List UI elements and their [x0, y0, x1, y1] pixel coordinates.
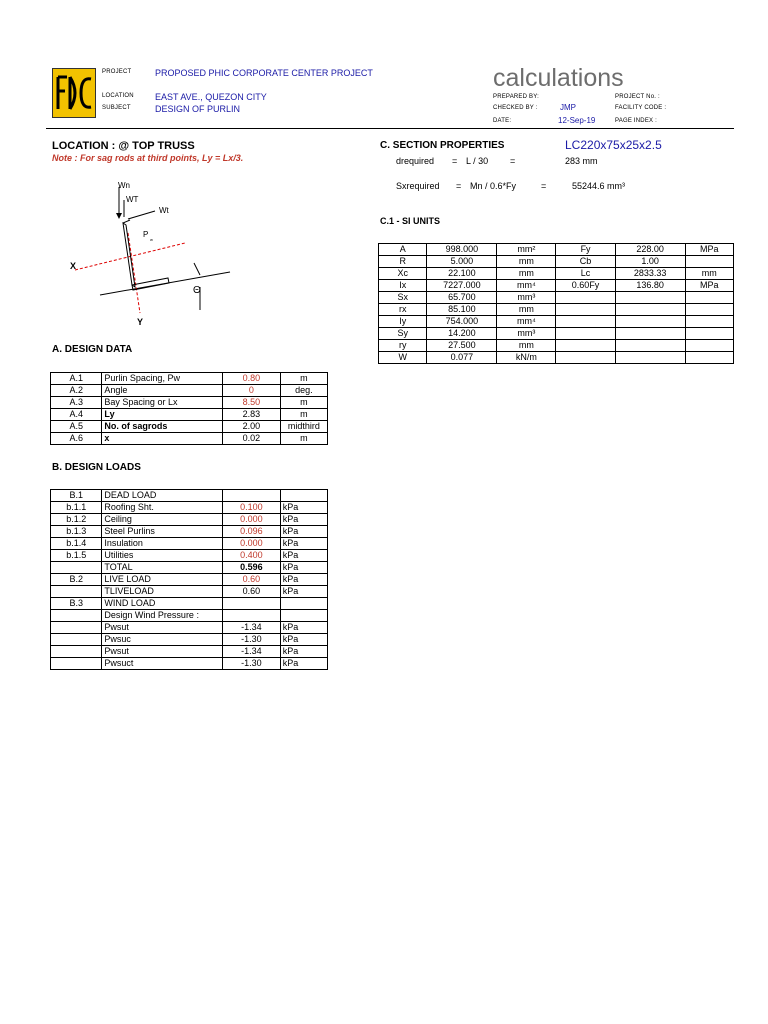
row-desc: Purlin Spacing, Pw — [102, 373, 223, 385]
table-row — [51, 646, 328, 658]
row-unit: kPa — [280, 646, 327, 658]
row-desc: Roofing Sht. — [102, 502, 223, 514]
row-desc: TLIVELOAD — [102, 586, 223, 598]
table-row — [51, 562, 328, 574]
row-id: A.4 — [51, 409, 102, 421]
prop-value: 7227.000 — [427, 280, 497, 292]
prop-unit: mm — [497, 268, 556, 280]
prop-name: Iy — [379, 316, 427, 328]
table-row — [51, 550, 328, 562]
row-unit: m — [280, 433, 327, 445]
logo-mark-icon — [53, 69, 95, 117]
date-label: DATE: — [493, 118, 512, 124]
note-text: Note : For sag rods at third points, Ly = Lx/3. — [52, 153, 244, 163]
prop2-name — [556, 328, 615, 340]
row-value: 0.596 — [223, 562, 281, 574]
prop-unit: mm — [497, 304, 556, 316]
row-desc: LIVE LOAD — [102, 574, 223, 586]
table-row — [379, 280, 734, 292]
prop-name: rx — [379, 304, 427, 316]
row-unit: m — [280, 397, 327, 409]
row-id — [51, 586, 102, 598]
prop2-name: 0.60Fy — [556, 280, 615, 292]
sx-required-label: Sxrequired — [396, 181, 440, 191]
table-row — [51, 433, 328, 445]
p-sub-label: w — [150, 237, 153, 242]
p-label: P — [143, 230, 149, 239]
d-required-value: 283 mm — [565, 156, 598, 166]
prop-unit: mm⁴ — [497, 280, 556, 292]
table-row — [51, 385, 328, 397]
sx-required-eq2: = — [541, 181, 547, 191]
table-row — [379, 316, 734, 328]
row-desc: WIND LOAD — [102, 598, 223, 610]
row-value: 0.096 — [223, 526, 281, 538]
subject-label: SUBJECT — [102, 105, 131, 111]
row-desc: Ly — [102, 409, 223, 421]
row-desc: Design Wind Pressure : — [102, 610, 223, 622]
location-title: LOCATION : @ TOP TRUSS — [52, 140, 195, 152]
prop2-value — [615, 292, 685, 304]
table-row — [51, 409, 328, 421]
row-value: 2.83 — [223, 409, 281, 421]
row-value: 0.60 — [223, 586, 281, 598]
d-required-eq: = — [452, 156, 458, 166]
row-unit: kPa — [280, 538, 327, 550]
wt-label: Wt — [159, 206, 169, 215]
row-unit: kPa — [280, 514, 327, 526]
row-desc: Angle — [102, 385, 223, 397]
row-id: B.3 — [51, 598, 102, 610]
row-unit: kPa — [280, 622, 327, 634]
design-loads-title: B. DESIGN LOADS — [52, 462, 141, 473]
row-desc: No. of sagrods — [102, 421, 223, 433]
row-id — [51, 562, 102, 574]
prop-name: W — [379, 352, 427, 364]
sx-required-formula: Mn / 0.6*Fy — [470, 181, 517, 191]
location-label: LOCATION — [102, 93, 134, 99]
d-required-label: drequired — [396, 156, 435, 166]
theta-label: Θ — [193, 285, 201, 296]
row-value: 0.000 — [223, 538, 281, 550]
prop2-name — [556, 352, 615, 364]
prop2-value — [615, 328, 685, 340]
wt-top-label: WT — [126, 195, 139, 204]
wn-label: Wn — [118, 181, 130, 190]
row-value: 0.000 — [223, 514, 281, 526]
row-desc: Insulation — [102, 538, 223, 550]
table-row — [379, 256, 734, 268]
prop-value: 5.000 — [427, 256, 497, 268]
header-divider — [46, 128, 734, 129]
row-desc: Utilities — [102, 550, 223, 562]
page-title: calculations — [493, 64, 624, 92]
prop2-unit: mm — [685, 268, 733, 280]
table-row — [51, 610, 328, 622]
row-value: -1.34 — [223, 646, 281, 658]
prop-name: Ix — [379, 280, 427, 292]
prop2-value: 228.00 — [615, 244, 685, 256]
prop-value: 0.077 — [427, 352, 497, 364]
section-properties-table — [378, 243, 734, 364]
row-unit: kPa — [280, 574, 327, 586]
prop-name: R — [379, 256, 427, 268]
checked-by-value: JMP — [560, 103, 576, 112]
sx-required-eq: = — [456, 181, 462, 191]
prop2-name — [556, 316, 615, 328]
row-desc: Pwsut — [102, 622, 223, 634]
table-row — [51, 490, 328, 502]
prop2-value — [615, 304, 685, 316]
table-row — [51, 622, 328, 634]
prop-value: 85.100 — [427, 304, 497, 316]
table-row — [51, 538, 328, 550]
design-data-title: A. DESIGN DATA — [52, 344, 133, 355]
date-value: 12-Sep-19 — [558, 116, 596, 125]
d-required-eq2: = — [510, 156, 516, 166]
table-row — [51, 526, 328, 538]
table-row — [51, 373, 328, 385]
row-value: 0.100 — [223, 502, 281, 514]
prop-name: Sx — [379, 292, 427, 304]
prop-name: A — [379, 244, 427, 256]
prop2-name: Cb — [556, 256, 615, 268]
table-row — [379, 244, 734, 256]
row-unit — [280, 490, 327, 502]
row-desc: Steel Purlins — [102, 526, 223, 538]
prop-unit: mm³ — [497, 328, 556, 340]
row-unit: kPa — [280, 526, 327, 538]
table-row — [51, 502, 328, 514]
row-id: A.5 — [51, 421, 102, 433]
prop-value: 14.200 — [427, 328, 497, 340]
table-row — [379, 352, 734, 364]
row-id: b.1.3 — [51, 526, 102, 538]
row-id — [51, 658, 102, 670]
prop-unit: mm² — [497, 244, 556, 256]
prop2-name: Lc — [556, 268, 615, 280]
page-index-label: PAGE INDEX : — [615, 118, 657, 124]
prop-value: 998.000 — [427, 244, 497, 256]
prop2-name — [556, 292, 615, 304]
prop2-name — [556, 304, 615, 316]
y-axis-label: Y — [137, 317, 144, 327]
row-desc: TOTAL — [102, 562, 223, 574]
row-id: B.1 — [51, 490, 102, 502]
row-value — [223, 610, 281, 622]
row-unit: m — [280, 373, 327, 385]
row-unit: kPa — [280, 658, 327, 670]
facility-code-label: FACILITY CODE : — [615, 105, 667, 111]
prop-unit: kN/m — [497, 352, 556, 364]
row-desc: Pwsuct — [102, 658, 223, 670]
subject-value: DESIGN OF PURLIN — [155, 104, 241, 114]
table-row — [51, 634, 328, 646]
row-desc: x — [102, 433, 223, 445]
prop2-unit: MPa — [685, 280, 733, 292]
row-desc: Ceiling — [102, 514, 223, 526]
row-value — [223, 490, 281, 502]
table-row — [51, 397, 328, 409]
table-row — [51, 421, 328, 433]
row-id: b.1.1 — [51, 502, 102, 514]
prop2-unit — [685, 340, 733, 352]
table-row — [379, 328, 734, 340]
row-unit: midthird — [280, 421, 327, 433]
prop-name: ry — [379, 340, 427, 352]
section-properties-title: C. SECTION PROPERTIES — [380, 140, 505, 151]
row-unit: kPa — [280, 586, 327, 598]
row-unit: kPa — [280, 562, 327, 574]
row-value: 0.400 — [223, 550, 281, 562]
row-unit: m — [280, 409, 327, 421]
row-value: 2.00 — [223, 421, 281, 433]
table-row — [379, 268, 734, 280]
location-value: EAST AVE., QUEZON CITY — [155, 92, 267, 102]
table-row — [51, 586, 328, 598]
row-unit: kPa — [280, 502, 327, 514]
prop-unit: mm — [497, 340, 556, 352]
prop2-value — [615, 316, 685, 328]
row-value: -1.34 — [223, 622, 281, 634]
row-value: 0 — [223, 385, 281, 397]
prop2-value: 2833.33 — [615, 268, 685, 280]
prop2-name: Fy — [556, 244, 615, 256]
row-desc: Pwsut — [102, 646, 223, 658]
row-desc: Bay Spacing or Lx — [102, 397, 223, 409]
prop-value: 65.700 — [427, 292, 497, 304]
x-axis-label: X — [70, 261, 77, 271]
prop-unit: mm⁴ — [497, 316, 556, 328]
row-id: A.2 — [51, 385, 102, 397]
row-value: 0.80 — [223, 373, 281, 385]
row-value: 8.50 — [223, 397, 281, 409]
section-name: LC220x75x25x2.5 — [565, 138, 662, 152]
row-value: -1.30 — [223, 634, 281, 646]
table-row — [51, 574, 328, 586]
prop2-value — [615, 352, 685, 364]
design-loads-table — [50, 489, 328, 670]
row-desc: DEAD LOAD — [102, 490, 223, 502]
prop2-name — [556, 340, 615, 352]
row-unit — [280, 598, 327, 610]
d-required-formula: L / 30 — [466, 156, 489, 166]
table-row — [51, 598, 328, 610]
checked-by-label: CHECKED BY : — [493, 105, 538, 111]
row-unit: kPa — [280, 634, 327, 646]
prop2-unit — [685, 304, 733, 316]
table-row — [379, 304, 734, 316]
table-row — [51, 658, 328, 670]
row-id — [51, 610, 102, 622]
row-unit: deg. — [280, 385, 327, 397]
logo — [52, 68, 96, 118]
row-value: 0.02 — [223, 433, 281, 445]
prop2-unit — [685, 328, 733, 340]
prop-unit: mm³ — [497, 292, 556, 304]
prop-value: 27.500 — [427, 340, 497, 352]
purlin-diagram — [60, 175, 240, 330]
si-units-title: C.1 - SI UNITS — [380, 216, 441, 226]
row-value — [223, 598, 281, 610]
prepared-by-label: PREPARED BY: — [493, 94, 539, 100]
row-id: B.2 — [51, 574, 102, 586]
row-id: b.1.4 — [51, 538, 102, 550]
prop2-unit — [685, 292, 733, 304]
table-row — [379, 292, 734, 304]
row-id: A.1 — [51, 373, 102, 385]
design-data-table — [50, 372, 328, 445]
project-label: PROJECT — [102, 69, 132, 75]
prop-unit: mm — [497, 256, 556, 268]
row-value: -1.30 — [223, 658, 281, 670]
project-name: PROPOSED PHIC CORPORATE CENTER PROJECT — [155, 68, 373, 78]
prop-value: 754.000 — [427, 316, 497, 328]
row-id: b.1.2 — [51, 514, 102, 526]
row-desc: Pwsuc — [102, 634, 223, 646]
row-id: A.6 — [51, 433, 102, 445]
prop-name: Sy — [379, 328, 427, 340]
row-id — [51, 622, 102, 634]
prop-name: Xc — [379, 268, 427, 280]
table-row — [379, 340, 734, 352]
row-id: b.1.5 — [51, 550, 102, 562]
sx-required-value: 55244.6 mm³ — [572, 181, 626, 191]
prop2-value — [615, 340, 685, 352]
row-unit: kPa — [280, 550, 327, 562]
project-no-label: PROJECT No. : — [615, 94, 660, 100]
prop2-unit — [685, 256, 733, 268]
prop2-unit — [685, 316, 733, 328]
table-row — [51, 514, 328, 526]
prop2-unit — [685, 352, 733, 364]
row-id: A.3 — [51, 397, 102, 409]
row-value: 0.60 — [223, 574, 281, 586]
prop-value: 22.100 — [427, 268, 497, 280]
prop2-value: 136.80 — [615, 280, 685, 292]
prop2-value: 1.00 — [615, 256, 685, 268]
row-id — [51, 646, 102, 658]
row-unit — [280, 610, 327, 622]
prop2-unit: MPa — [685, 244, 733, 256]
row-id — [51, 634, 102, 646]
